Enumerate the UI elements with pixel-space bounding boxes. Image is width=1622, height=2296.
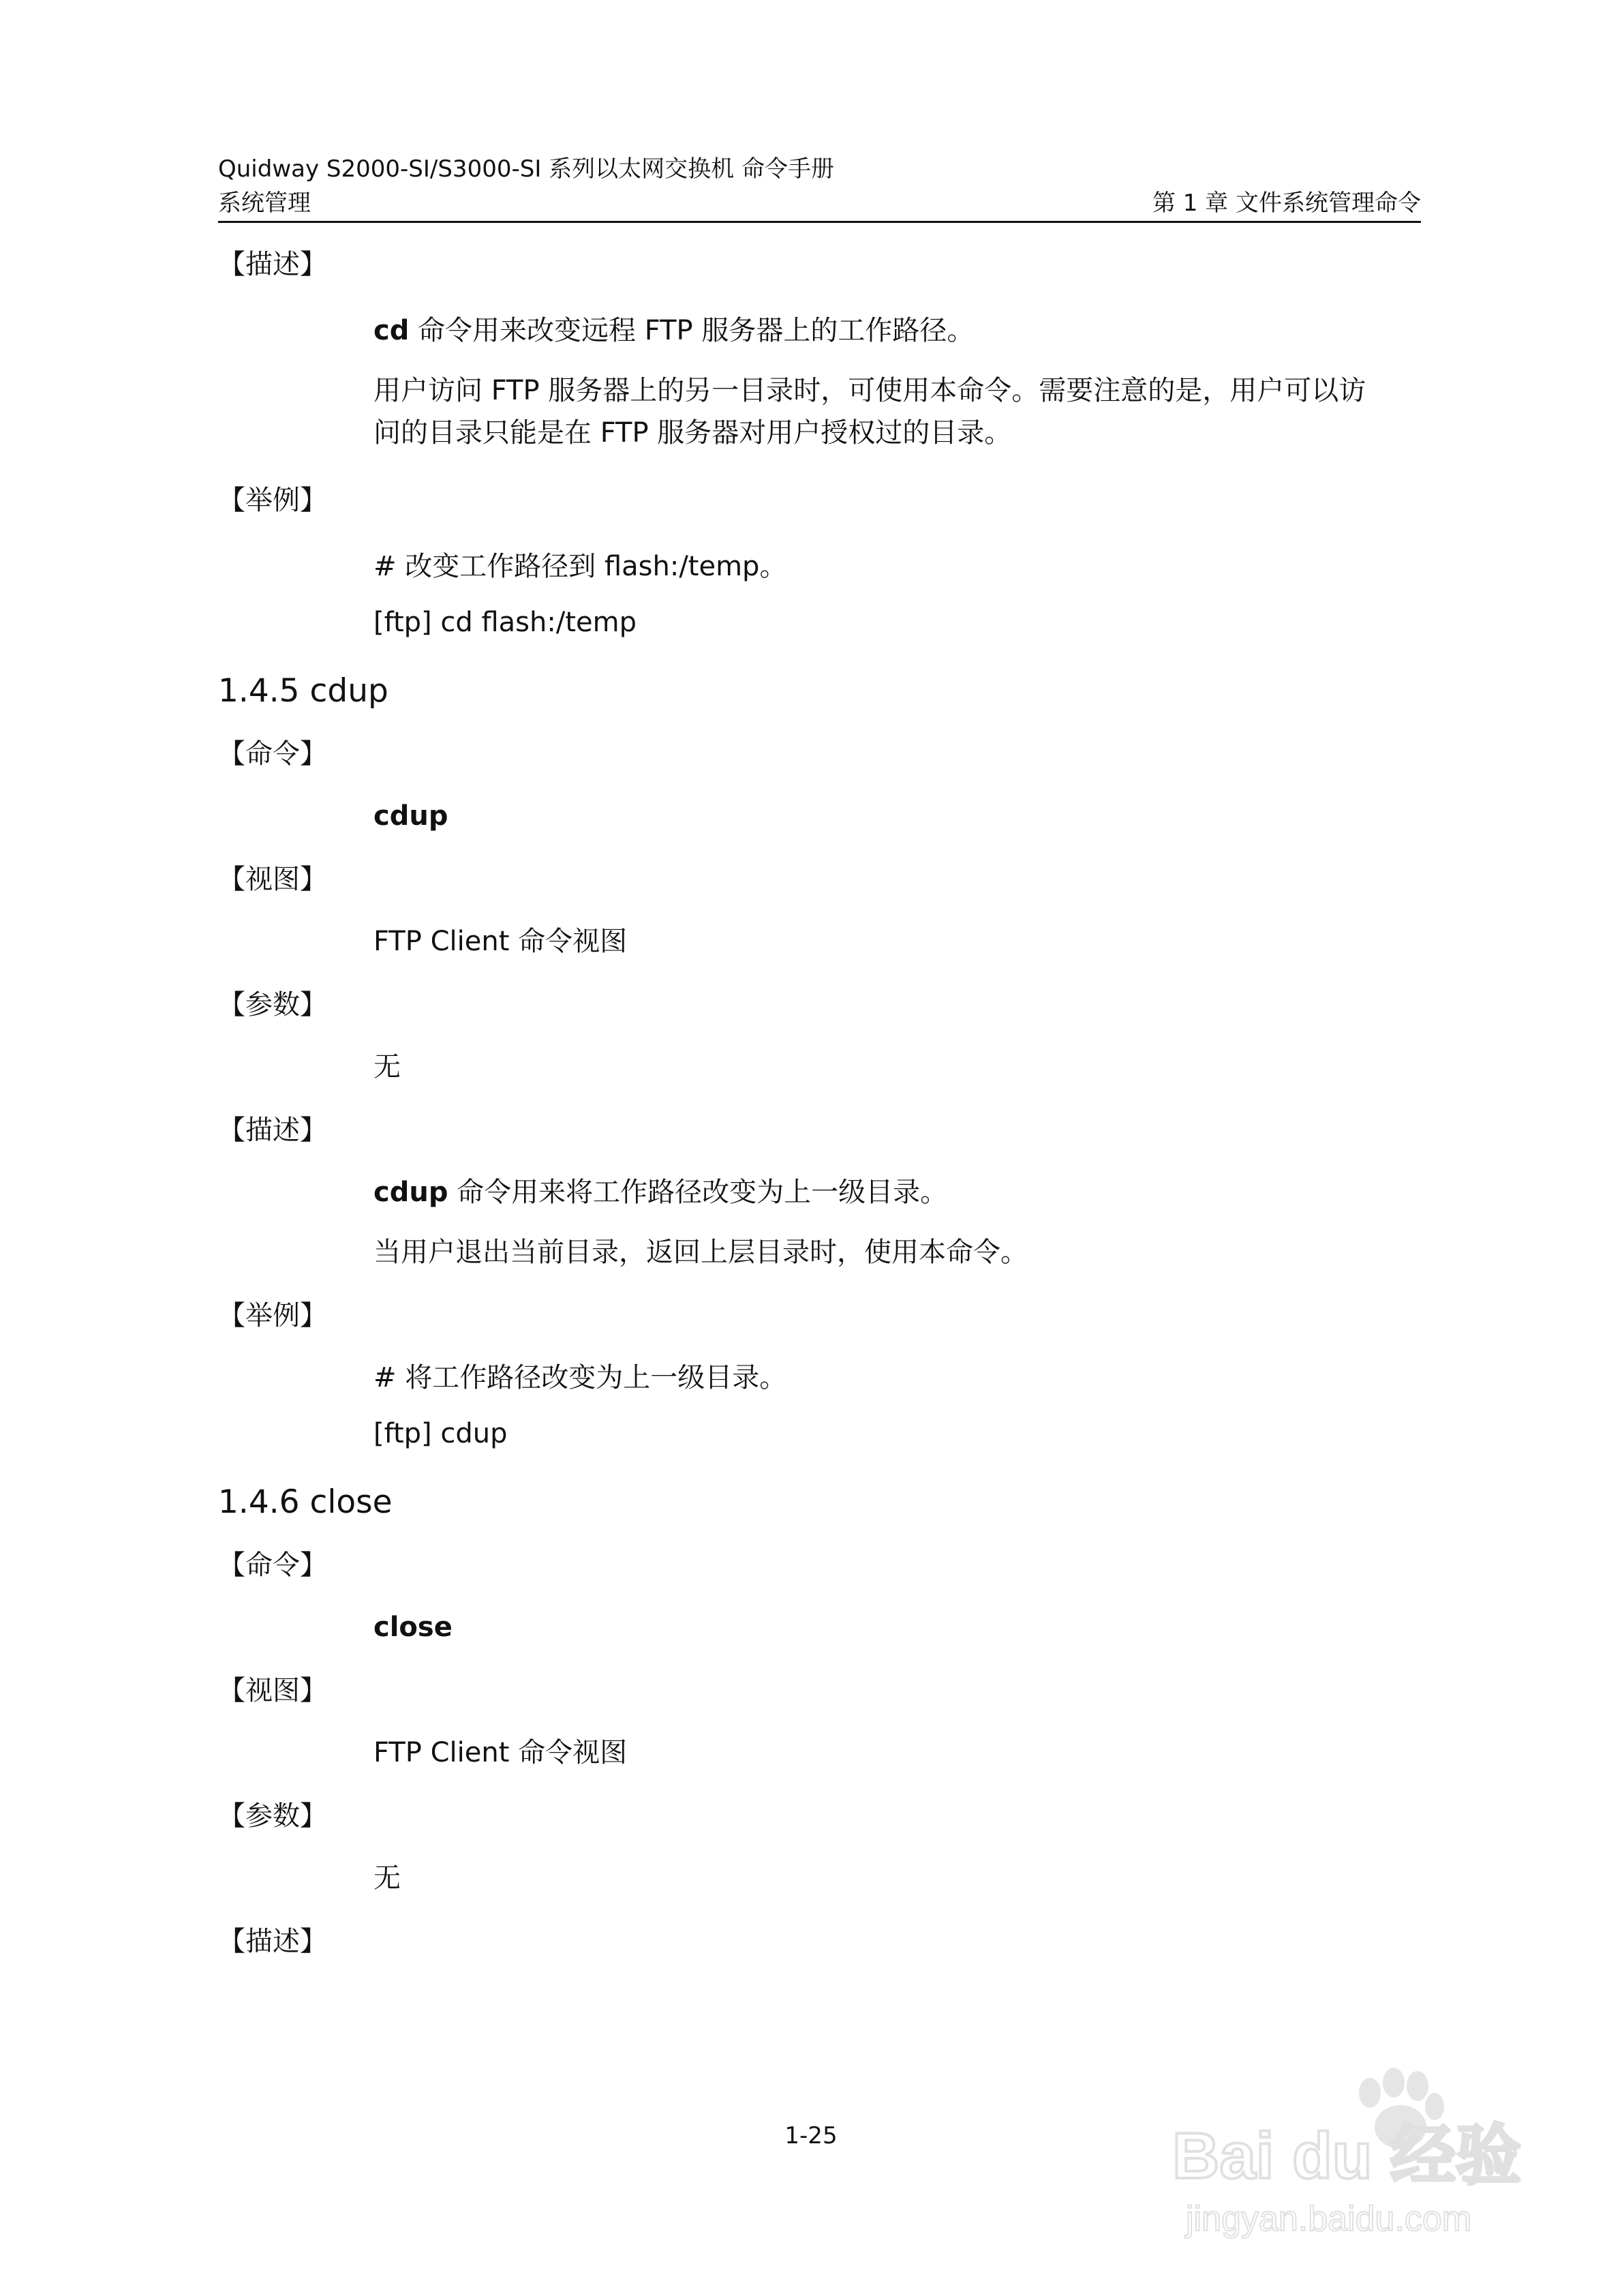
close-command-block [373, 1606, 1421, 1648]
header-rule [218, 221, 1421, 223]
description-line: 用户访问 FTP 服务器上的另一目录时，可使用本命令。需要注意的是，用户可以访 [373, 375, 1366, 406]
cdup-description [373, 1171, 1421, 1273]
description-line: 问的目录只能是在 FTP 服务器对用户授权过的目录。 [373, 417, 1012, 449]
command-label: 【命令】 [218, 738, 327, 770]
close-view-block [373, 1732, 1421, 1774]
cd-description [373, 309, 1421, 454]
description-line: 当用户退出当前目录，返回上层目录时，使用本命令。 [373, 1237, 1028, 1268]
description-line: cdup 命令用来将工作路径改变为上一级目录。 [373, 1177, 948, 1208]
cdup-example [373, 1357, 1421, 1455]
parameter-label: 【参数】 [218, 1800, 327, 1832]
description-label: 【描述】 [218, 1926, 327, 1957]
watermark-url: jingyan.baidu.com [1186, 2199, 1472, 2239]
parameter-label: 【参数】 [218, 989, 327, 1021]
cdup-view-block [373, 920, 1421, 963]
view-label: 【视图】 [218, 864, 327, 895]
command-label: 【命令】 [218, 1550, 327, 1581]
example-comment: # 将工作路径改变为上一级目录。 [373, 1362, 787, 1393]
close-param-block [373, 1857, 1421, 1899]
chapter-title: 第 1 章 文件系统管理命令 [1152, 190, 1421, 217]
command-syntax: close [373, 1612, 453, 1643]
view-text: FTP Client 命令视图 [373, 1737, 628, 1768]
page-number: 1-25 [784, 2122, 838, 2149]
section-title-close: 1.4.6 close [218, 1483, 393, 1521]
example-label: 【举例】 [218, 485, 327, 516]
watermark-brand: Bai du 经验 [1172, 2119, 1522, 2192]
section-title-cdup: 1.4.5 cdup [218, 672, 388, 710]
command-keyword: cdup [373, 1177, 448, 1208]
document-title: Quidway S2000-SI/S3000-SI 系列以太网交换机 命令手册 [218, 155, 834, 183]
view-text: FTP Client 命令视图 [373, 926, 628, 957]
section-name: 系统管理 [218, 190, 311, 217]
cd-example [373, 545, 1421, 644]
parameter-text: 无 [373, 1051, 401, 1083]
example-code: [ftp] cd flash:/temp [373, 607, 637, 638]
page-content [218, 247, 1421, 1959]
description-label: 【描述】 [218, 249, 327, 280]
example-comment: # 改变工作路径到 flash:/temp。 [373, 551, 787, 582]
parameter-text: 无 [373, 1862, 401, 1894]
example-code: [ftp] cdup [373, 1418, 508, 1449]
cdup-param-block [373, 1046, 1421, 1088]
example-label: 【举例】 [218, 1300, 327, 1331]
header-subline [218, 188, 1421, 218]
cdup-command-block [373, 795, 1421, 837]
page-header [218, 154, 1421, 218]
command-syntax: cdup [373, 800, 448, 832]
description-line: cd 命令用来改变远程 FTP 服务器上的工作路径。 [373, 315, 975, 346]
view-label: 【视图】 [218, 1675, 327, 1706]
command-keyword: cd [373, 315, 410, 346]
description-label: 【描述】 [218, 1115, 327, 1146]
baidu-jingyan-watermark [1159, 2052, 1540, 2256]
